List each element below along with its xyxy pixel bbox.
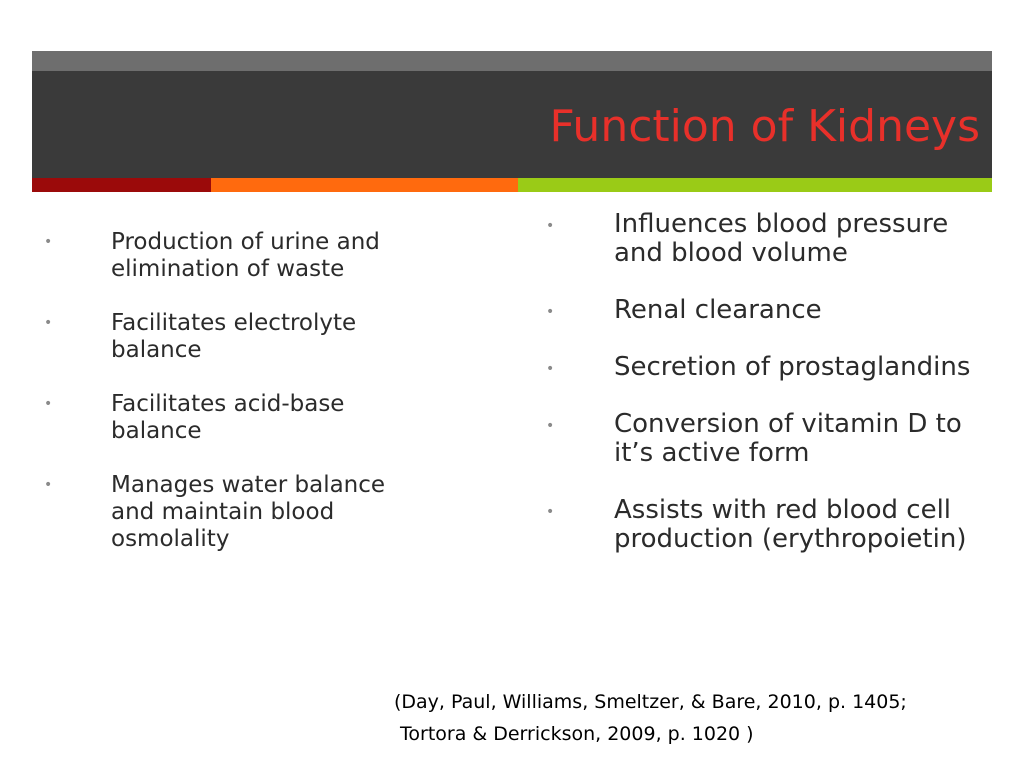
left-bullet-list bbox=[44, 229, 434, 580]
accent-bar-green bbox=[518, 178, 992, 192]
list-item bbox=[546, 496, 986, 554]
bullet-icon: • bbox=[546, 304, 555, 320]
bullet-icon: • bbox=[44, 396, 53, 412]
list-item-text: Conversion of vitamin D to it’s active form bbox=[614, 409, 962, 468]
bullet-icon: • bbox=[546, 361, 555, 377]
list-item-text: Renal clearance bbox=[614, 295, 822, 325]
list-item bbox=[546, 210, 986, 268]
list-item bbox=[546, 296, 986, 325]
accent-bar-red bbox=[32, 178, 211, 192]
list-item-text: Production of urine and elimination of waste bbox=[111, 229, 380, 282]
bullet-icon: • bbox=[44, 234, 53, 250]
list-item bbox=[546, 410, 986, 468]
list-item-text: Facilitates acid-base balance bbox=[111, 391, 345, 444]
bullet-icon: • bbox=[44, 315, 53, 331]
list-item-text: Influences blood pressure and blood volume bbox=[614, 209, 949, 268]
bullet-icon: • bbox=[44, 477, 53, 493]
list-item bbox=[44, 310, 434, 364]
bullet-icon: • bbox=[546, 418, 555, 434]
list-item bbox=[44, 472, 434, 553]
title-band-top-stripe bbox=[32, 51, 992, 71]
bullet-icon: • bbox=[546, 504, 555, 520]
slide-title: Function of Kidneys bbox=[549, 101, 980, 152]
citation-line-2: Tortora & Derrickson, 2009, p. 1020 ) bbox=[400, 723, 754, 745]
list-item bbox=[44, 391, 434, 445]
right-bullet-list bbox=[546, 210, 986, 582]
citation bbox=[394, 686, 994, 750]
list-item-text: Secretion of prostaglandins bbox=[614, 352, 971, 382]
list-item-text: Facilitates electrolyte balance bbox=[111, 310, 357, 363]
accent-bar-orange bbox=[211, 178, 518, 192]
bullet-icon: • bbox=[546, 218, 555, 234]
list-item-text: Manages water balance and maintain blood osmolality bbox=[111, 472, 386, 552]
list-item bbox=[546, 353, 986, 382]
list-item-text: Assists with red blood cell production (erythropoietin) bbox=[614, 495, 967, 554]
citation-line-1: (Day, Paul, Williams, Smeltzer, & Bare, 2010, p. 1405; bbox=[394, 691, 907, 713]
title-band bbox=[32, 71, 992, 178]
list-item bbox=[44, 229, 434, 283]
